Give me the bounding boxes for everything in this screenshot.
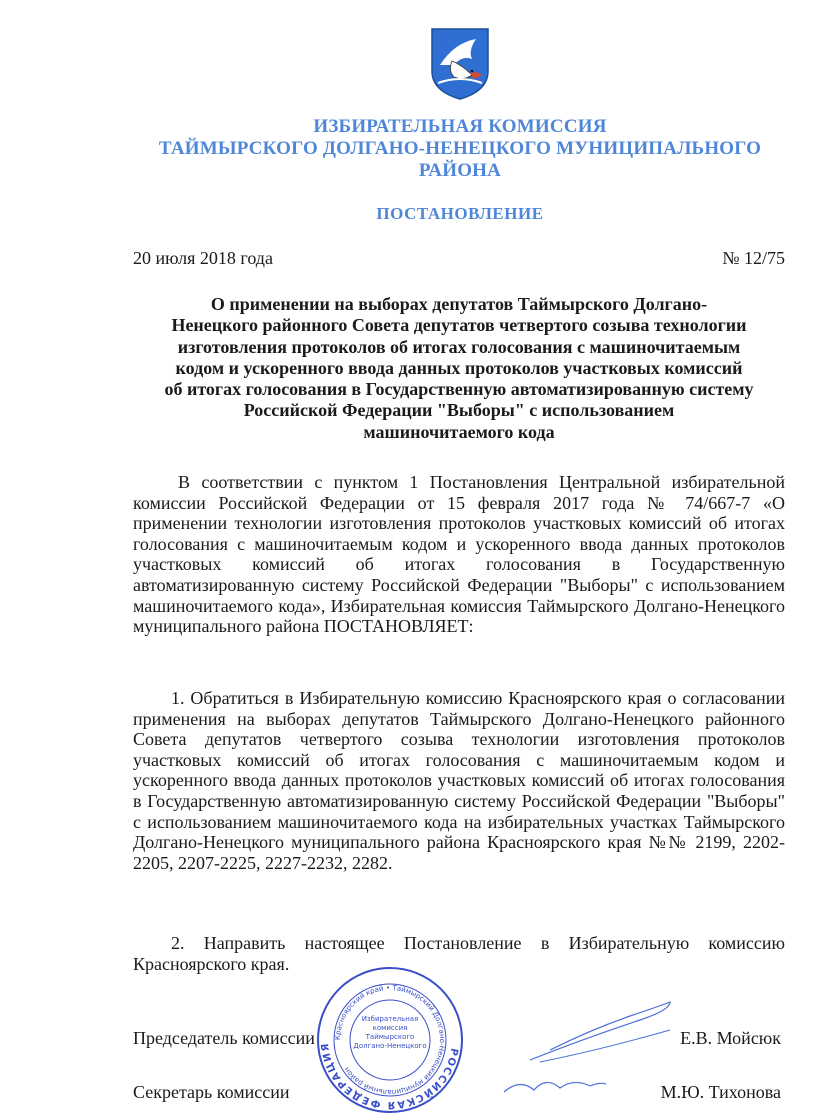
subject-line: Российской Федерации "Выборы" с использованием [243, 400, 675, 421]
official-stamp [315, 965, 465, 1115]
subject-line: машиночитаемого кода [363, 421, 555, 442]
subject-line: О применении на выборах депутатов Таймырского Долгано- [210, 294, 708, 314]
document-number: № 12/75 [722, 248, 785, 268]
subject-line: об итогах голосования в Государственную автоматизированную систему [164, 379, 754, 400]
subject-line: кодом и ускоренного ввода данных протоколов участковых комиссий [175, 357, 743, 378]
stamp-outer-text: РОССИЙСКАЯ ФЕДЕРАЦИЯ [319, 1041, 460, 1111]
coat-of-arms-icon [428, 25, 492, 101]
subject-line: изготовления протоколов об итогах голосования с машиночитаемым [177, 336, 741, 357]
stamp-center-text: Избирательная комиссия Таймырского Долгано-Ненецкого [353, 1015, 427, 1050]
secretary-name: М.Ю. Тихонова [660, 1082, 781, 1102]
org-name-line2: ТАЙМЫРСКОГО ДОЛГАНО-НЕНЕЦКОГО МУНИЦИПАЛЬНОГО [158, 138, 762, 159]
document-date: 20 июля 2018 года [133, 248, 273, 268]
stamp-ring-text: Красноярский край • Таймырский Долгано-Ненецкий муниципальный район [333, 983, 447, 1097]
org-name-line3: РАЙОНА [418, 160, 502, 181]
secretary-signature [500, 1070, 610, 1100]
subject-line: Ненецкого районного Совета депутатов четвертого созыва технологии [171, 315, 747, 336]
org-name-line1: ИЗБИРАТЕЛЬНАЯ КОМИССИЯ [313, 116, 607, 137]
secretary-role: Секретарь комиссии [133, 1082, 290, 1102]
item-1-paragraph: 1. Обратиться в Избирательную комиссию Красноярского края о согласовании применения на выборах депутатов Таймырского Долгано-Ненецкого районного Совета депутатов четвертого созыва технологии изготовления протоколов участковых комиссий об итогах голосования с машиночитаемым кодом и ускоренного ввода данных протоколов участковых комиссий об итогах голосования в Государственную автоматизированную систему Российской Федерации "Выборы" с использованием машиночитаемого кода на избирательных участках Таймырского Долгано-Ненецкого муниципального района Красноярского края №№ 2199, 2202-2205, 2207-2225, 2227-2232, 2282. [133, 688, 785, 873]
chair-role: Председатель комиссии [133, 1028, 315, 1048]
chair-name: Е.В. Мойсюк [680, 1028, 781, 1048]
chair-signature [520, 990, 680, 1070]
item-2-paragraph: 2. Направить настоящее Постановление в Избирательную комиссию Красноярского края. [133, 933, 785, 974]
document-subject [133, 294, 785, 443]
document-type: ПОСТАНОВЛЕНИЕ [376, 204, 544, 223]
preamble-paragraph: В соответствии с пунктом 1 Постановления Центральной избирательной комиссии Российской Федерации от 15 февраля 2017 года № 74/667-7 «О применении технологии изготовления протоколов участковых комиссий об итогах голосования с машиночитаемым кодом и ускоренного ввода данных протоколов участковых комиссий об итогах голосования в Государственную автоматизированную систему Российской Федерации "Выборы" с использованием машиночитаемого кода», Избирательная комиссия Таймырского Долгано-Ненецкого муниципального района ПОСТАНОВЛЯЕТ: [133, 472, 785, 637]
